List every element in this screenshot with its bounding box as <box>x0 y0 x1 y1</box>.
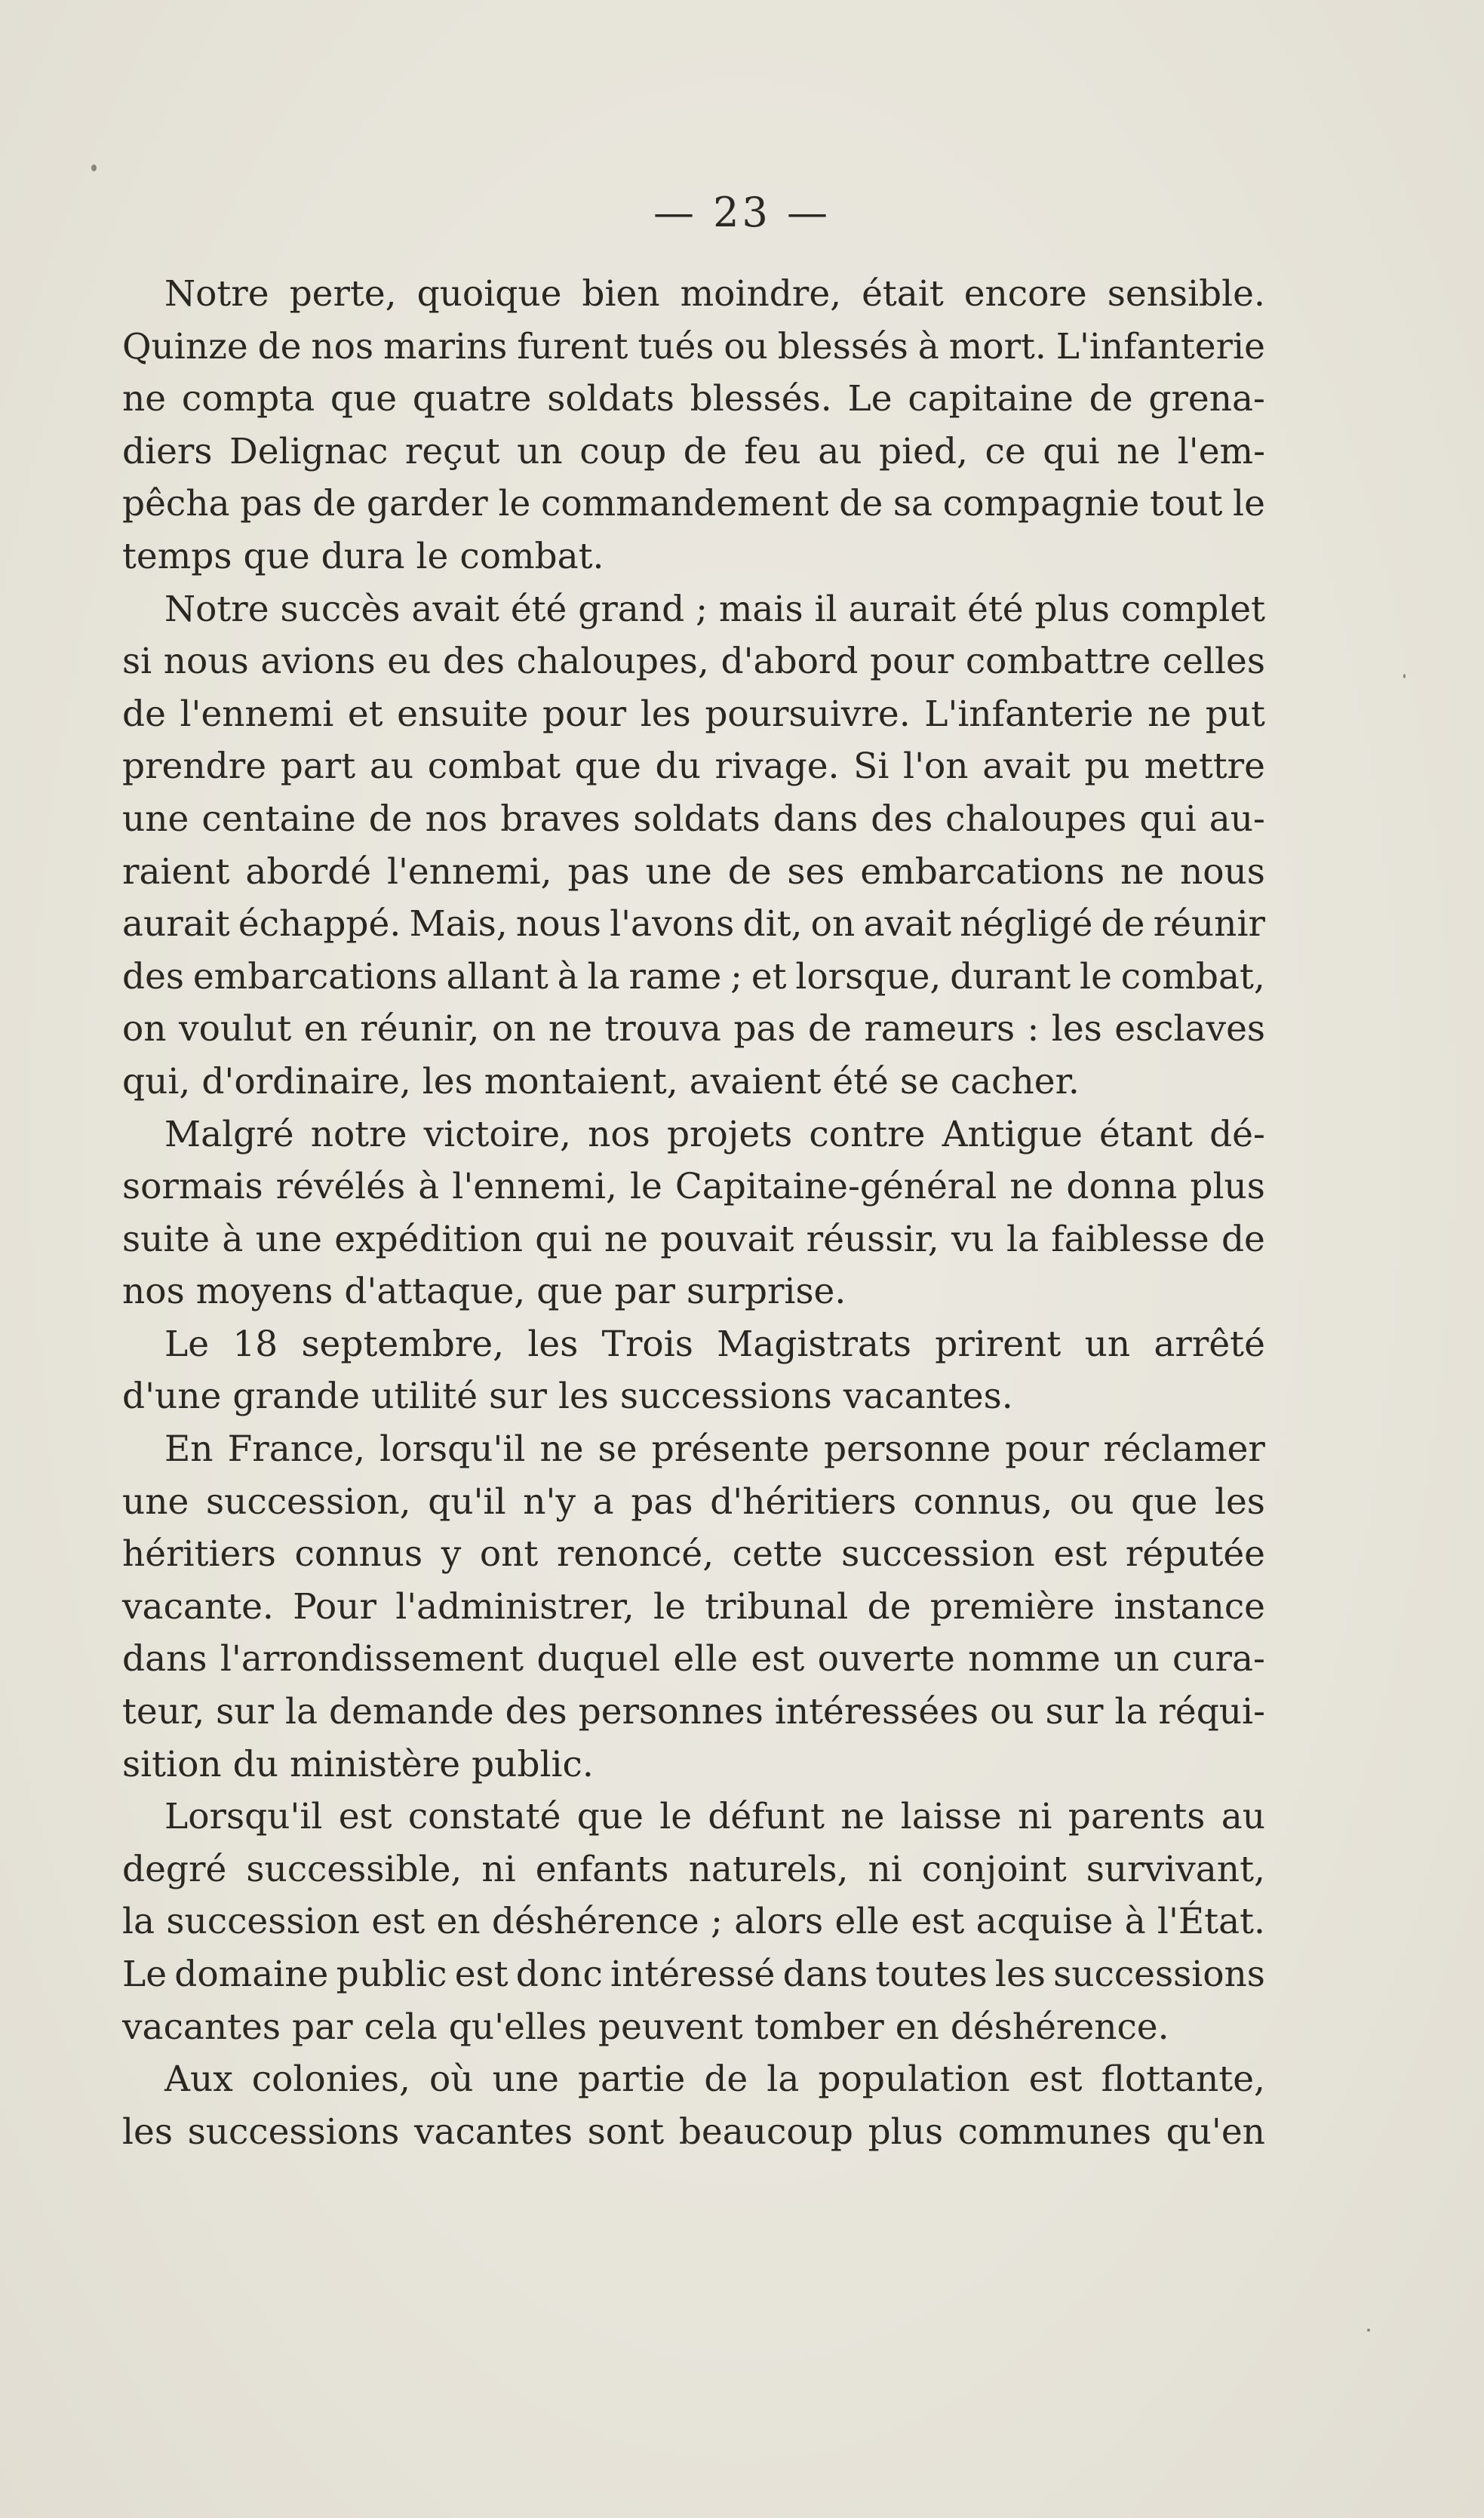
text-line: pêcha pas de garder le commandement de sa compagnie tout le <box>122 483 1265 525</box>
text-line: si nous avions eu des chaloupes, d'abord pour combattre celles <box>122 641 1265 683</box>
text-line: une succession, qu'il n'y a pas d'héritiers connus, ou que les <box>122 1480 1265 1523</box>
text-line: on voulut en réunir, on ne trouva pas de rameurs : les esclaves <box>122 1008 1265 1050</box>
text-line: d'une grande utilité sur les successions vacantes. <box>122 1376 1013 1418</box>
text-line: sormais révélés à l'ennemi, le Capitaine-général ne donna plus <box>122 1166 1265 1208</box>
text-line: diers Delignac reçut un coup de feu au pied, ce qui ne l'em- <box>122 430 1265 472</box>
text-line: la succession est en déshérence ; alors elle est acquise à l'État. <box>122 1901 1265 1943</box>
text-line: teur, sur la demande des personnes intéressées ou sur la réqui- <box>122 1691 1265 1733</box>
body-text <box>122 268 1265 2158</box>
ink-speck <box>91 164 97 171</box>
text-line: En France, lorsqu'il ne se présente personne pour réclamer <box>164 1428 1265 1471</box>
text-line: degré successible, ni enfants naturels, ni conjoint survivant, <box>122 1848 1265 1890</box>
text-line: qui, d'ordinaire, les montaient, avaient été se cacher. <box>122 1060 1080 1102</box>
text-line: Le 18 septembre, les Trois Magistrats prirent un arrêté <box>164 1323 1265 1365</box>
page-number: — 23 — <box>653 189 831 236</box>
text-line: héritiers connus y ont renoncé, cette succession est réputée <box>122 1533 1265 1576</box>
text-line: Notre perte, quoique bien moindre, était encore sensible. <box>164 273 1265 315</box>
text-line: sition du ministère public. <box>122 1743 594 1785</box>
text-line: nos moyens d'attaque, que par surprise. <box>122 1271 846 1313</box>
text-line: temps que dura le combat. <box>122 535 604 577</box>
text-line: les successions vacantes sont beaucoup plus communes qu'en <box>122 2111 1265 2153</box>
text-line: une centaine de nos braves soldats dans des chaloupes qui au- <box>122 798 1265 840</box>
text-line: raient abordé l'ennemi, pas une de ses embarcations ne nous <box>122 850 1265 893</box>
text-line: vacantes par cela qu'elles peuvent tomber en déshérence. <box>122 2006 1169 2048</box>
text-line: de l'ennemi et ensuite pour les poursuivre. L'infanterie ne put <box>122 693 1265 735</box>
text-line: dans l'arrondissement duquel elle est ouverte nomme un cura- <box>122 1638 1265 1680</box>
text-line: Le domaine public est donc intéressé dans toutes les successions <box>122 1954 1265 1995</box>
text-line: des embarcations allant à la rame ; et lorsque, durant le combat, <box>122 955 1265 998</box>
text-line: Malgré notre victoire, nos projets contre Antigue étant dé- <box>164 1113 1265 1155</box>
text-line: Aux colonies, où une partie de la population est flottante, <box>164 2058 1265 2101</box>
text-line: vacante. Pour l'administrer, le tribunal de première instance <box>122 1585 1265 1628</box>
ink-speck <box>1367 2329 1370 2332</box>
text-line: Quinze de nos marins furent tués ou blessés à mort. L'infanterie <box>122 325 1265 367</box>
ink-speck <box>1403 674 1406 678</box>
text-line: Lorsqu'il est constaté que le défunt ne laisse ni parents au <box>164 1796 1265 1838</box>
text-line: suite à une expédition qui ne pouvait réussir, vu la faiblesse de <box>122 1218 1265 1260</box>
text-line: Notre succès avait été grand ; mais il aurait été plus complet <box>164 588 1265 630</box>
text-line: prendre part au combat que du rivage. Si l'on avait pu mettre <box>122 746 1265 788</box>
text-line: ne compta que quatre soldats blessés. Le capitaine de grena- <box>122 378 1265 420</box>
text-line: aurait échappé. Mais, nous l'avons dit, on avait négligé de réunir <box>122 903 1265 945</box>
